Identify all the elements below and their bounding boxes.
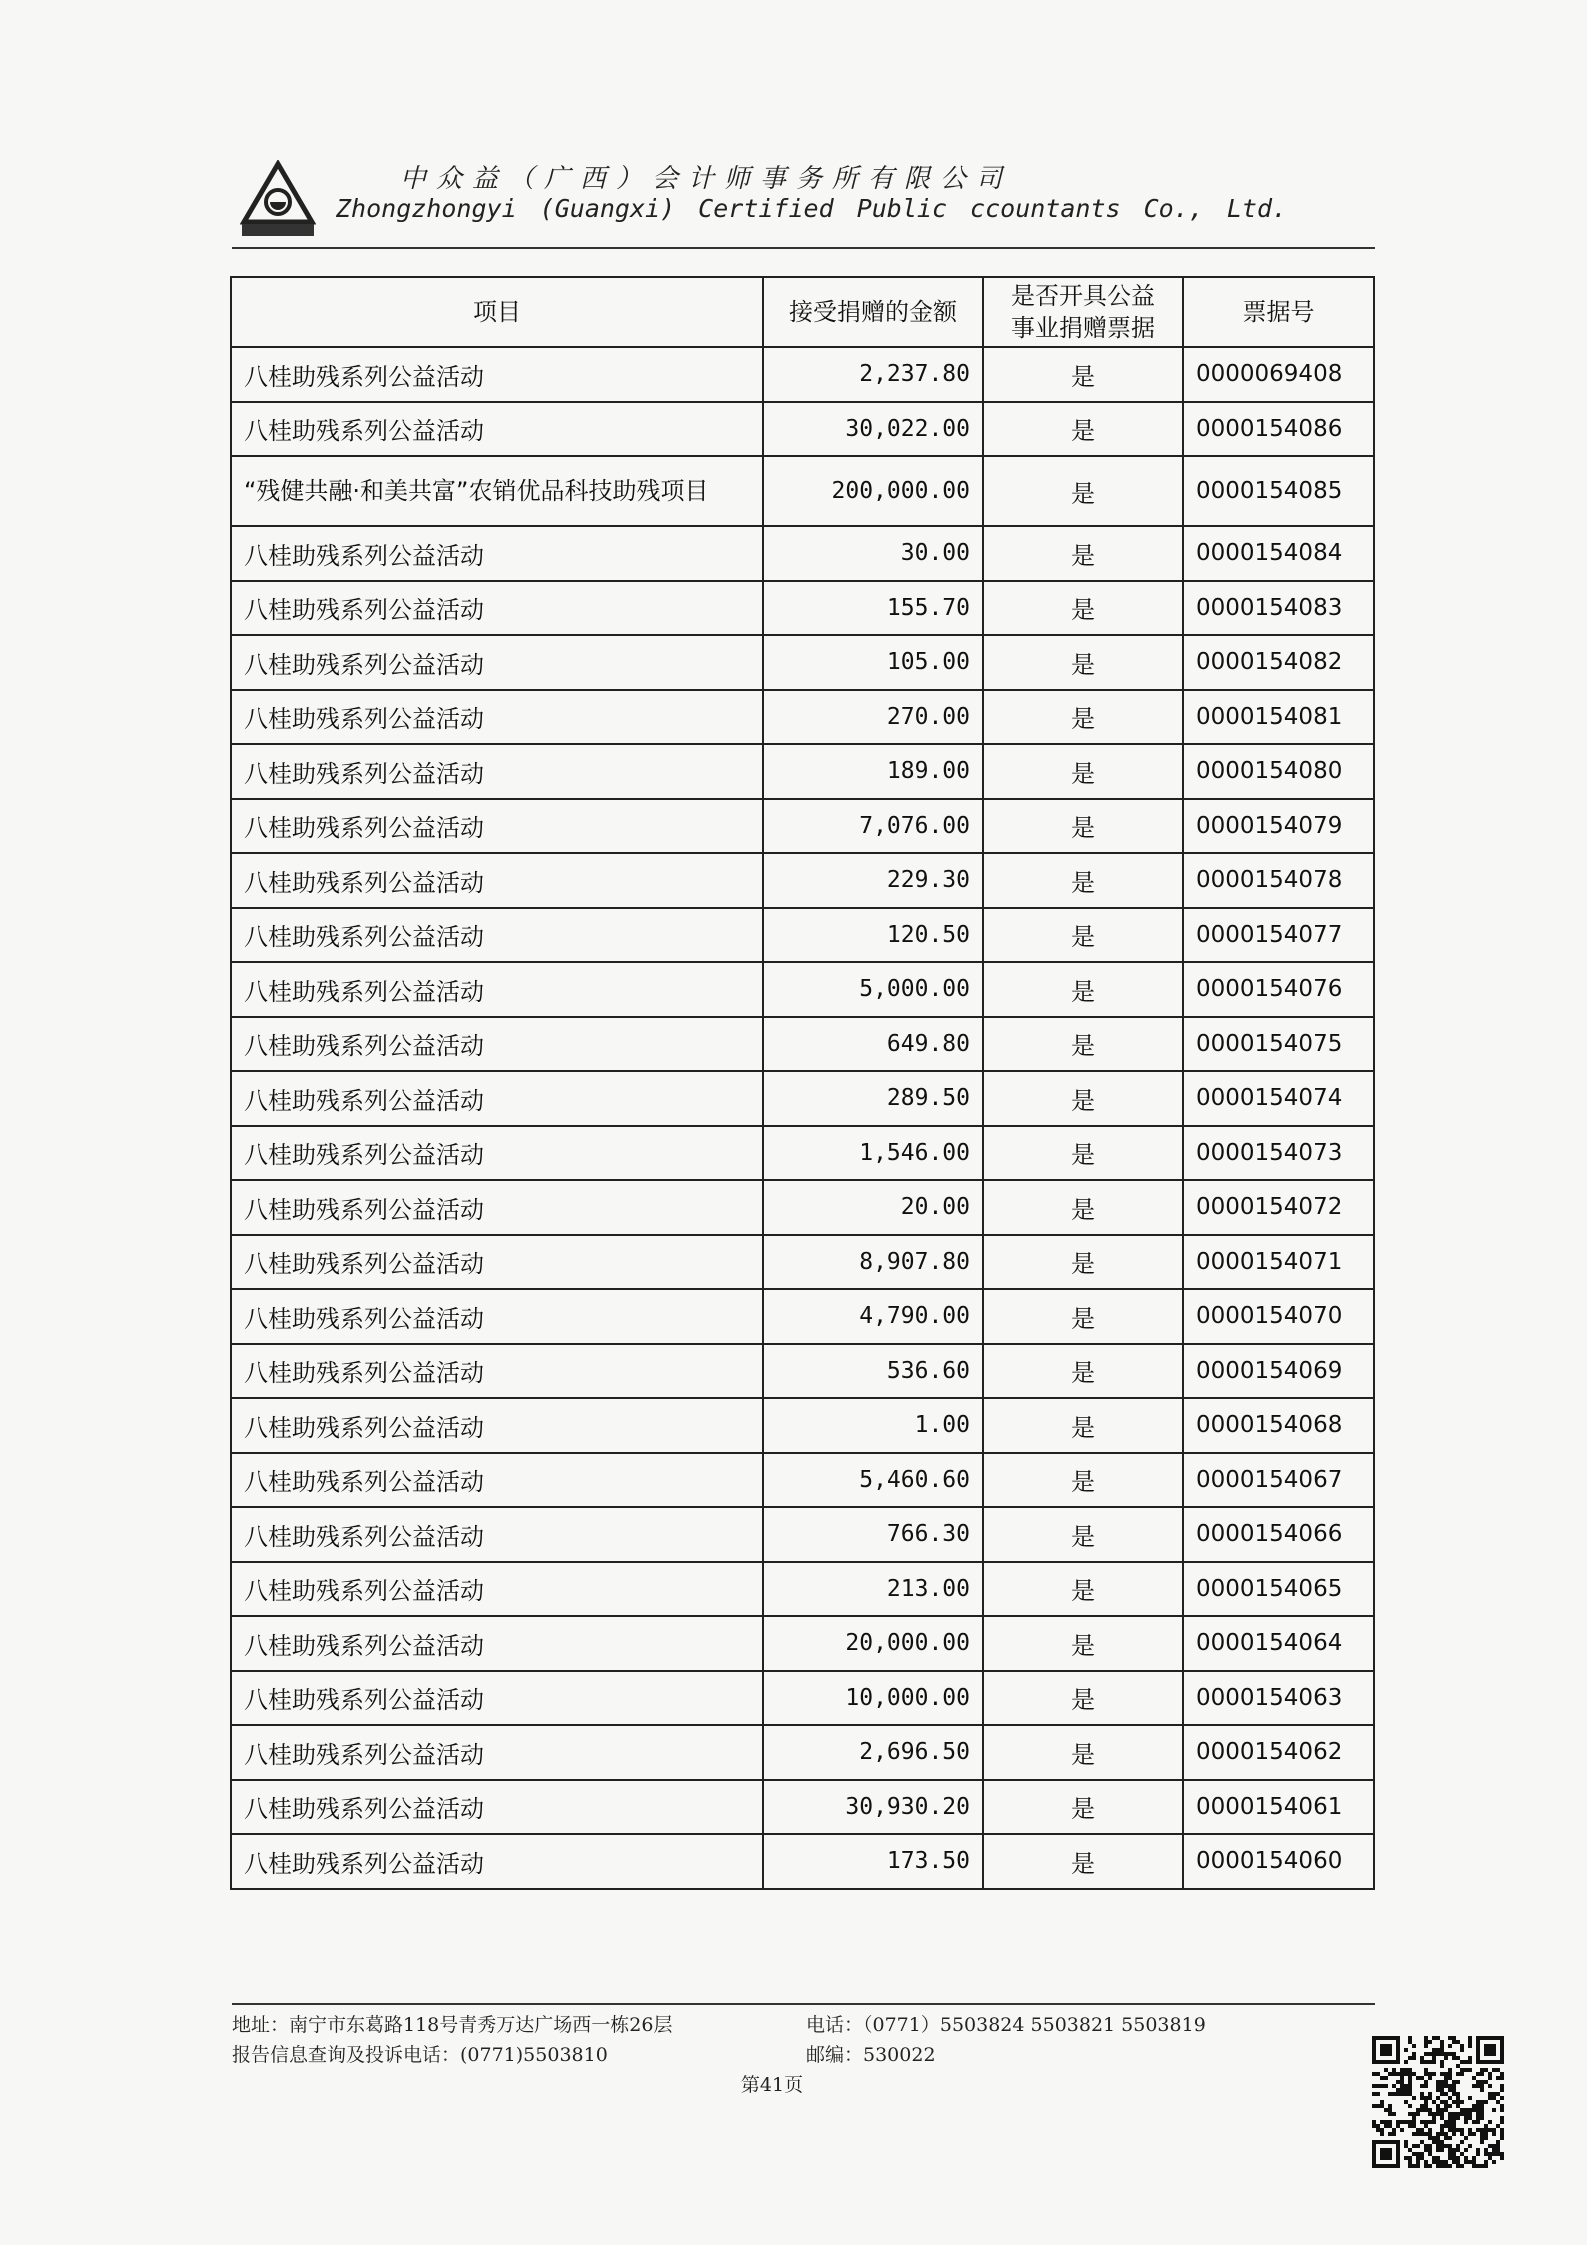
footer-phone: 电话：（0771）5503824 5503821 5503819: [806, 2014, 1206, 2036]
table-row: [231, 1126, 1374, 1181]
receipt-flag-cell: 是: [983, 1616, 1183, 1671]
receipt-flag-cell: 是: [983, 1671, 1183, 1726]
table-row: [231, 1834, 1374, 1889]
header-receipt-number: 票据号: [1183, 277, 1374, 347]
receipt-number-cell: 0000154061: [1183, 1780, 1374, 1835]
project-cell: 八桂助残系列公益活动: [231, 635, 763, 690]
amount-cell: 20.00: [763, 1180, 983, 1235]
receipt-number-cell: 0000154063: [1183, 1671, 1374, 1726]
company-name-en: Zhongzhongyi (Guangxi) Certified Public ccountants Co., Ltd.: [336, 194, 1288, 223]
amount-cell: 10,000.00: [763, 1671, 983, 1726]
amount-cell: 5,000.00: [763, 962, 983, 1017]
project-cell: 八桂助残系列公益活动: [231, 347, 763, 402]
amount-cell: 155.70: [763, 581, 983, 636]
amount-cell: 30,022.00: [763, 402, 983, 457]
project-cell: 八桂助残系列公益活动: [231, 526, 763, 581]
receipt-flag-cell: 是: [983, 1780, 1183, 1835]
receipt-number-cell: 0000154071: [1183, 1235, 1374, 1290]
page-number: 第41页: [740, 2074, 804, 2096]
amount-cell: 289.50: [763, 1071, 983, 1126]
receipt-number-cell: 0000154067: [1183, 1453, 1374, 1508]
amount-cell: 30.00: [763, 526, 983, 581]
receipt-flag-cell: 是: [983, 962, 1183, 1017]
project-cell: 八桂助残系列公益活动: [231, 1562, 763, 1617]
amount-cell: 30,930.20: [763, 1780, 983, 1835]
project-cell: 八桂助残系列公益活动: [231, 1289, 763, 1344]
project-cell: 八桂助残系列公益活动: [231, 1017, 763, 1072]
table-row: [231, 1453, 1374, 1508]
header-project: 项目: [231, 277, 763, 347]
table-row: [231, 1289, 1374, 1344]
triangle-logo-icon: [240, 160, 316, 238]
amount-cell: 213.00: [763, 1562, 983, 1617]
project-cell: 八桂助残系列公益活动: [231, 1126, 763, 1181]
amount-cell: 105.00: [763, 635, 983, 690]
project-cell: 八桂助残系列公益活动: [231, 581, 763, 636]
table-row: [231, 1671, 1374, 1726]
receipt-flag-cell: 是: [983, 347, 1183, 402]
receipt-flag-cell: 是: [983, 1289, 1183, 1344]
receipt-flag-cell: 是: [983, 1235, 1183, 1290]
table-row: [231, 1616, 1374, 1671]
receipt-flag-cell: 是: [983, 1017, 1183, 1072]
receipt-flag-cell: 是: [983, 908, 1183, 963]
table-row: [231, 1398, 1374, 1453]
table-row: [231, 799, 1374, 854]
header-receipt-issued: [983, 277, 1183, 347]
project-cell: 八桂助残系列公益活动: [231, 962, 763, 1017]
receipt-number-cell: 0000154082: [1183, 635, 1374, 690]
receipt-flag-cell: 是: [983, 799, 1183, 854]
amount-cell: 189.00: [763, 744, 983, 799]
table-row: [231, 1507, 1374, 1562]
receipt-number-cell: 0000154075: [1183, 1017, 1374, 1072]
table-row: [231, 853, 1374, 908]
header-receipt-line2: 事业捐赠票据: [1011, 314, 1155, 342]
table-row: [231, 1071, 1374, 1126]
receipt-flag-cell: 是: [983, 526, 1183, 581]
amount-cell: 200,000.00: [763, 456, 983, 526]
project-cell: 八桂助残系列公益活动: [231, 853, 763, 908]
amount-cell: 536.60: [763, 1344, 983, 1399]
receipt-flag-cell: 是: [983, 1398, 1183, 1453]
amount-cell: 4,790.00: [763, 1289, 983, 1344]
receipt-number-cell: 0000154086: [1183, 402, 1374, 457]
amount-cell: 5,460.60: [763, 1453, 983, 1508]
receipt-number-cell: 0000154077: [1183, 908, 1374, 963]
donations-table: [230, 276, 1375, 1890]
table-row: [231, 962, 1374, 1017]
receipt-number-cell: 0000154072: [1183, 1180, 1374, 1235]
receipt-flag-cell: 是: [983, 456, 1183, 526]
project-cell: 八桂助残系列公益活动: [231, 402, 763, 457]
project-cell: 八桂助残系列公益活动: [231, 799, 763, 854]
receipt-flag-cell: 是: [983, 635, 1183, 690]
receipt-flag-cell: 是: [983, 1126, 1183, 1181]
table-row: [231, 1725, 1374, 1780]
project-cell: 八桂助残系列公益活动: [231, 1071, 763, 1126]
receipt-number-cell: 0000154080: [1183, 744, 1374, 799]
receipt-number-cell: 0000154085: [1183, 456, 1374, 526]
table-header-row: [231, 277, 1374, 347]
receipt-flag-cell: 是: [983, 1725, 1183, 1780]
table-row: [231, 744, 1374, 799]
receipt-number-cell: 0000154076: [1183, 962, 1374, 1017]
table-row: [231, 1780, 1374, 1835]
project-cell: “残健共融·和美共富”农销优品科技助残项目: [231, 456, 763, 526]
table-row: [231, 347, 1374, 402]
table-row: [231, 402, 1374, 457]
amount-cell: 229.30: [763, 853, 983, 908]
amount-cell: 1,546.00: [763, 1126, 983, 1181]
receipt-flag-cell: 是: [983, 1562, 1183, 1617]
amount-cell: 766.30: [763, 1507, 983, 1562]
qr-code-icon: [1372, 2036, 1504, 2168]
receipt-flag-cell: 是: [983, 1180, 1183, 1235]
receipt-number-cell: 0000154078: [1183, 853, 1374, 908]
amount-cell: 1.00: [763, 1398, 983, 1453]
receipt-number-cell: 0000154079: [1183, 799, 1374, 854]
project-cell: 八桂助残系列公益活动: [231, 908, 763, 963]
amount-cell: 8,907.80: [763, 1235, 983, 1290]
receipt-number-cell: 0000154066: [1183, 1507, 1374, 1562]
header-amount: 接受捐赠的金额: [763, 277, 983, 347]
project-cell: 八桂助残系列公益活动: [231, 1671, 763, 1726]
project-cell: 八桂助残系列公益活动: [231, 1507, 763, 1562]
table-row: [231, 526, 1374, 581]
project-cell: 八桂助残系列公益活动: [231, 1453, 763, 1508]
footer-postcode: 邮编：530022: [806, 2044, 936, 2066]
amount-cell: 7,076.00: [763, 799, 983, 854]
receipt-flag-cell: 是: [983, 1453, 1183, 1508]
company-name-cn: 中众益（广西）会计师事务所有限公司: [400, 164, 1013, 194]
amount-cell: 173.50: [763, 1834, 983, 1889]
table-row: [231, 1235, 1374, 1290]
table-row: [231, 635, 1374, 690]
table-row: [231, 581, 1374, 636]
letterhead: [232, 152, 1372, 244]
receipt-number-cell: 0000154062: [1183, 1725, 1374, 1780]
table-body: [231, 347, 1374, 1889]
project-cell: 八桂助残系列公益活动: [231, 1180, 763, 1235]
amount-cell: 649.80: [763, 1017, 983, 1072]
receipt-flag-cell: 是: [983, 853, 1183, 908]
receipt-flag-cell: 是: [983, 581, 1183, 636]
receipt-number-cell: 0000154064: [1183, 1616, 1374, 1671]
amount-cell: 2,237.80: [763, 347, 983, 402]
header-divider: [232, 247, 1375, 249]
table-row: [231, 1562, 1374, 1617]
receipt-flag-cell: 是: [983, 744, 1183, 799]
receipt-flag-cell: 是: [983, 402, 1183, 457]
receipt-number-cell: 0000154073: [1183, 1126, 1374, 1181]
table-row: [231, 1344, 1374, 1399]
amount-cell: 120.50: [763, 908, 983, 963]
project-cell: 八桂助残系列公益活动: [231, 1398, 763, 1453]
receipt-flag-cell: 是: [983, 1507, 1183, 1562]
receipt-number-cell: 0000154083: [1183, 581, 1374, 636]
receipt-number-cell: 0000069408: [1183, 347, 1374, 402]
receipt-flag-cell: 是: [983, 690, 1183, 745]
header-receipt-line1: 是否开具公益: [1011, 282, 1155, 310]
project-cell: 八桂助残系列公益活动: [231, 1834, 763, 1889]
project-cell: 八桂助残系列公益活动: [231, 1235, 763, 1290]
receipt-number-cell: 0000154068: [1183, 1398, 1374, 1453]
receipt-number-cell: 0000154065: [1183, 1562, 1374, 1617]
project-cell: 八桂助残系列公益活动: [231, 1344, 763, 1399]
project-cell: 八桂助残系列公益活动: [231, 1780, 763, 1835]
amount-cell: 20,000.00: [763, 1616, 983, 1671]
receipt-number-cell: 0000154070: [1183, 1289, 1374, 1344]
receipt-number-cell: 0000154081: [1183, 690, 1374, 745]
receipt-flag-cell: 是: [983, 1344, 1183, 1399]
amount-cell: 2,696.50: [763, 1725, 983, 1780]
table-row: [231, 1017, 1374, 1072]
project-cell: 八桂助残系列公益活动: [231, 744, 763, 799]
amount-cell: 270.00: [763, 690, 983, 745]
receipt-flag-cell: 是: [983, 1834, 1183, 1889]
receipt-number-cell: 0000154069: [1183, 1344, 1374, 1399]
footer-address: 地址：南宁市东葛路118号青秀万达广场西一栋26层: [232, 2014, 673, 2036]
project-cell: 八桂助残系列公益活动: [231, 1616, 763, 1671]
table-row: [231, 908, 1374, 963]
receipt-number-cell: 0000154060: [1183, 1834, 1374, 1889]
table-row: [231, 456, 1374, 526]
project-cell: 八桂助残系列公益活动: [231, 690, 763, 745]
receipt-flag-cell: 是: [983, 1071, 1183, 1126]
table-row: [231, 690, 1374, 745]
footer-complaint-phone: 报告信息查询及投诉电话：(0771)5503810: [232, 2044, 608, 2066]
receipt-number-cell: 0000154084: [1183, 526, 1374, 581]
receipt-number-cell: 0000154074: [1183, 1071, 1374, 1126]
footer-divider: [232, 2003, 1375, 2005]
table-row: [231, 1180, 1374, 1235]
project-cell: 八桂助残系列公益活动: [231, 1725, 763, 1780]
